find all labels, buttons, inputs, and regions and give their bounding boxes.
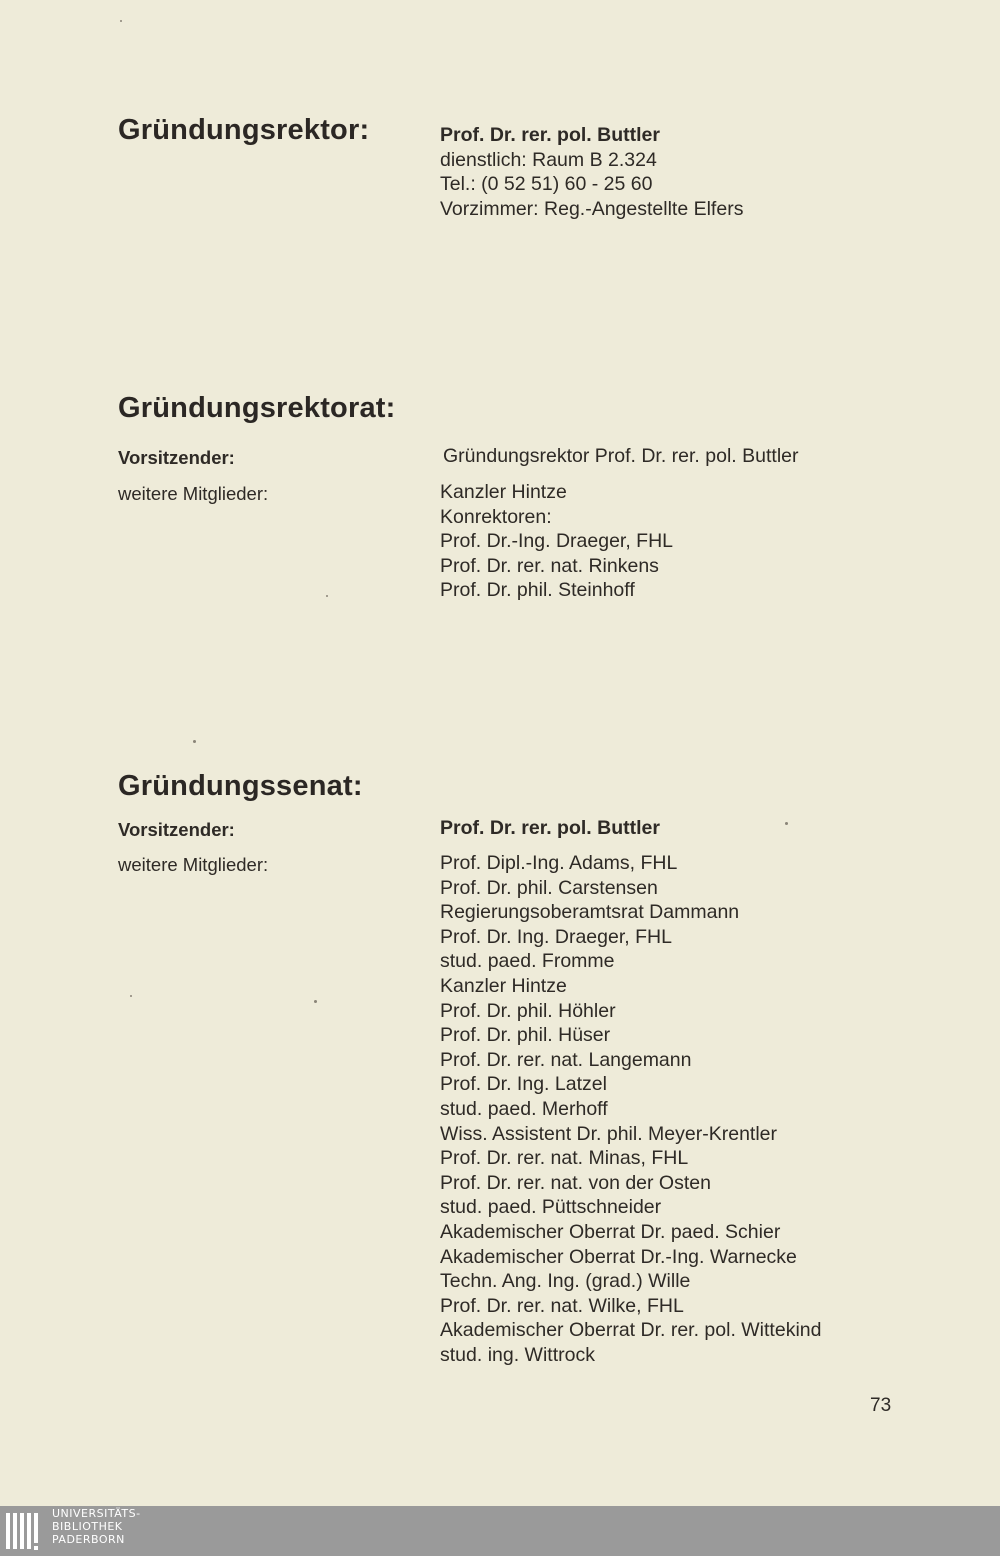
senat-members-list — [440, 851, 821, 1367]
library-name-line3: PADERBORN — [52, 1533, 125, 1546]
heading-gruendungsrektorat: Gründungsrektorat: — [118, 392, 396, 424]
paper-speck — [314, 1000, 317, 1003]
list-item: Akademischer Oberrat Dr.-Ing. Warnecke — [440, 1245, 797, 1268]
heading-gruendungssenat: Gründungssenat: — [118, 770, 363, 802]
list-item: Regierungsoberamtsrat Dammann — [440, 901, 740, 924]
list-item: Prof. Dr. phil. Steinhoff — [440, 579, 635, 602]
senat-members-label: weitere Mitglieder: — [118, 854, 269, 875]
page-number: 73 — [870, 1395, 892, 1416]
list-item: Prof. Dr. rer. nat. Wilke, FHL — [440, 1294, 684, 1317]
list-item: Prof. Dr. rer. nat. von der Osten — [440, 1171, 711, 1194]
list-item: Akademischer Oberrat Dr. paed. Schier — [440, 1220, 781, 1243]
list-item: stud. paed. Fromme — [440, 950, 615, 973]
rektor-anteroom: Vorzimmer: Reg.-Angestellte Elfers — [440, 197, 744, 220]
list-item: Prof. Dipl.-Ing. Adams, FHL — [440, 852, 678, 874]
list-item: Kanzler Hintze — [440, 974, 567, 997]
list-item: Techn. Ang. Ing. (grad.) Wille — [440, 1270, 691, 1293]
paper-speck — [785, 822, 788, 825]
list-item: Kanzler Hintze — [440, 481, 567, 503]
list-item: Prof. Dr. phil. Höhler — [440, 999, 616, 1022]
senat-chair-value: Prof. Dr. rer. pol. Buttler — [440, 817, 660, 839]
rektor-name: Prof. Dr. rer. pol. Buttler — [440, 124, 660, 146]
rektorat-members-list — [440, 480, 673, 603]
rektor-office: dienstlich: Raum B 2.324 — [440, 148, 657, 171]
list-item: Prof. Dr. phil. Hüser — [440, 1024, 611, 1047]
list-item: Prof. Dr. rer. nat. Langemann — [440, 1048, 692, 1071]
paper-speck — [130, 995, 132, 997]
rektor-phone: Tel.: (0 52 51) 60 - 25 60 — [440, 173, 653, 196]
list-item: Prof. Dr. phil. Carstensen — [440, 876, 658, 899]
rektor-details — [440, 123, 743, 221]
list-item: Akademischer Oberrat Dr. rer. pol. Wittekind — [440, 1319, 822, 1342]
list-item: stud. paed. Merhoff — [440, 1097, 608, 1120]
list-item: Prof. Dr. Ing. Latzel — [440, 1073, 607, 1096]
list-item: stud. paed. Püttschneider — [440, 1196, 662, 1219]
list-item: stud. ing. Wittrock — [440, 1343, 595, 1366]
library-name-line1: UNIVERSITÄTS- — [52, 1507, 141, 1520]
paper-speck — [193, 740, 196, 743]
library-footer-bar — [0, 1506, 1000, 1556]
library-name — [52, 1507, 141, 1546]
rektorat-members-label: weitere Mitglieder: — [118, 483, 269, 504]
list-item: Prof. Dr. Ing. Draeger, FHL — [440, 925, 672, 948]
paper-speck — [326, 595, 328, 597]
rektorat-chair-label: Vorsitzender: — [118, 447, 235, 468]
list-item: Konrektoren: — [440, 505, 552, 528]
list-item: Prof. Dr. rer. nat. Minas, FHL — [440, 1147, 689, 1170]
library-name-line2: BIBLIOTHEK — [52, 1520, 123, 1533]
rektorat-chair-value: Gründungsrektor Prof. Dr. rer. pol. Buttler — [443, 445, 799, 467]
senat-chair-label: Vorsitzender: — [118, 819, 235, 840]
library-logo-icon — [4, 1509, 48, 1553]
heading-gruendungsrektor: Gründungsrektor: — [118, 114, 370, 146]
list-item: Prof. Dr. rer. nat. Rinkens — [440, 554, 659, 577]
list-item: Prof. Dr.-Ing. Draeger, FHL — [440, 530, 674, 553]
list-item: Wiss. Assistent Dr. phil. Meyer-Krentler — [440, 1122, 778, 1145]
paper-speck — [120, 20, 122, 22]
